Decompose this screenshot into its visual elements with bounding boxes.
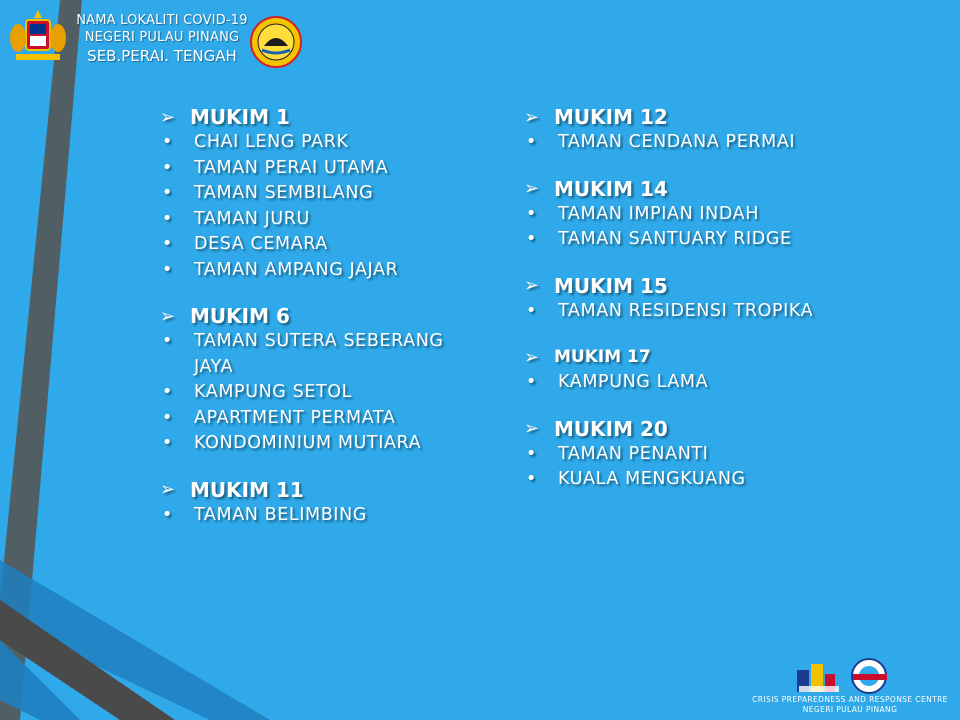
- list-item: [160, 130, 490, 156]
- bullet-icon: •: [526, 469, 537, 489]
- mukim-title: MUKIM 20: [554, 416, 668, 441]
- bullet-icon: •: [162, 234, 173, 254]
- locality-name: TAMAN SEMBILANG: [194, 183, 374, 203]
- malaysia-coat-of-arms-icon: [6, 8, 70, 68]
- bullet-icon: •: [526, 443, 537, 464]
- arrow-bullet-icon: ➢: [160, 305, 176, 327]
- mukim-title: MUKIM 6: [190, 304, 290, 328]
- locality-name: KUALA MENGKUANG: [558, 469, 746, 489]
- header-line-1: NAMA LOKALITI COVID-19: [76, 13, 248, 28]
- mukim-group: [160, 477, 490, 529]
- mukim-heading: [524, 416, 864, 442]
- list-item: [160, 258, 490, 284]
- mukim-title: MUKIM 17: [554, 347, 651, 367]
- mukim-group: [524, 273, 864, 325]
- list-item: [160, 156, 490, 182]
- mukim-heading: [524, 176, 864, 202]
- list-item: [160, 380, 490, 406]
- penang-state-seal-icon: [250, 16, 302, 68]
- bullet-icon: •: [162, 183, 173, 203]
- cprc-logos-icon: [795, 656, 895, 696]
- locality-name: TAMAN RESIDENSI TROPIKA: [558, 300, 814, 321]
- mukim-title: MUKIM 1: [190, 105, 290, 129]
- header-title-block: [76, 12, 248, 66]
- left-column: [160, 104, 490, 548]
- mukim-title: MUKIM 15: [554, 273, 668, 298]
- arrow-bullet-icon: ➢: [524, 178, 540, 199]
- locality-name: TAMAN AMPANG JAJAR: [194, 259, 399, 280]
- mukim-group: [524, 416, 864, 493]
- list-item: [524, 299, 864, 325]
- arrow-bullet-icon: ➢: [160, 106, 176, 128]
- arrow-bullet-icon: ➢: [524, 275, 540, 296]
- right-column: [524, 104, 864, 513]
- mukim-heading: [160, 303, 490, 329]
- mukim-heading: [524, 104, 864, 130]
- bullet-icon: •: [526, 132, 537, 152]
- mukim-heading: [160, 477, 490, 503]
- list-item: [524, 442, 864, 468]
- mukim-group: [524, 344, 864, 396]
- header-line-2: NEGERI PULAU PINANG: [84, 30, 240, 45]
- mukim-heading: [524, 273, 864, 299]
- list-item: [160, 406, 490, 432]
- list-item: [160, 181, 490, 207]
- list-item: [524, 130, 864, 156]
- bullet-icon: •: [162, 157, 173, 178]
- bullet-icon: •: [526, 300, 537, 321]
- mukim-title: MUKIM 11: [190, 477, 304, 502]
- list-item: [524, 202, 864, 228]
- bullet-icon: •: [162, 382, 173, 402]
- bullet-icon: •: [526, 229, 537, 249]
- bullet-icon: •: [162, 259, 173, 280]
- locality-name: KAMPUNG SETOL: [194, 382, 352, 402]
- locality-name: TAMAN SANTUARY RIDGE: [558, 229, 792, 249]
- list-item: [160, 503, 490, 529]
- list-item: [524, 467, 864, 493]
- locality-name: TAMAN SUTERA SEBERANG JAYA: [194, 331, 444, 377]
- footer-line-2: NEGERI PULAU PINANG: [802, 705, 898, 714]
- arrow-bullet-icon: ➢: [524, 418, 540, 439]
- bullet-icon: •: [162, 331, 173, 351]
- arrow-bullet-icon: ➢: [524, 346, 540, 368]
- mukim-group: [160, 104, 490, 283]
- locality-name: TAMAN BELIMBING: [194, 504, 367, 525]
- locality-name: KONDOMINIUM MUTIARA: [194, 433, 422, 453]
- list-item: [524, 370, 864, 396]
- locality-name: TAMAN CENDANA PERMAI: [558, 132, 796, 152]
- list-item: [160, 232, 490, 258]
- locality-name: DESA CEMARA: [194, 234, 328, 254]
- locality-name: TAMAN JURU: [194, 208, 310, 229]
- bullet-icon: •: [526, 372, 537, 392]
- mukim-group: [524, 176, 864, 253]
- locality-name: KAMPUNG LAMA: [558, 372, 709, 392]
- bullet-icon: •: [162, 433, 173, 453]
- footer-text-block: [740, 695, 960, 715]
- arrow-bullet-icon: ➢: [160, 479, 176, 500]
- mukim-title: MUKIM 12: [554, 105, 668, 129]
- bullet-icon: •: [162, 208, 173, 229]
- locality-name: TAMAN PENANTI: [558, 443, 709, 464]
- mukim-title: MUKIM 14: [554, 176, 668, 201]
- locality-name: APARTMENT PERMATA: [194, 407, 396, 428]
- bullet-icon: •: [162, 132, 173, 152]
- header-line-3: SEB.PERAI. TENGAH: [87, 47, 237, 65]
- arrow-bullet-icon: ➢: [524, 106, 540, 128]
- bullet-icon: •: [162, 407, 173, 428]
- mukim-heading: [160, 104, 490, 130]
- bullet-icon: •: [162, 504, 173, 525]
- mukim-heading: [524, 344, 864, 370]
- footer-line-1: CRISIS PREPAREDNESS AND RESPONSE CENTRE: [752, 695, 948, 704]
- locality-name: TAMAN IMPIAN INDAH: [558, 203, 759, 224]
- mukim-group: [524, 104, 864, 156]
- list-item: [524, 227, 864, 253]
- list-item: [160, 431, 490, 457]
- locality-name: TAMAN PERAI UTAMA: [194, 157, 389, 178]
- list-item: [160, 329, 490, 380]
- list-item: [160, 207, 490, 233]
- locality-name: CHAI LENG PARK: [194, 132, 349, 152]
- mukim-group: [160, 303, 490, 457]
- bullet-icon: •: [526, 203, 537, 224]
